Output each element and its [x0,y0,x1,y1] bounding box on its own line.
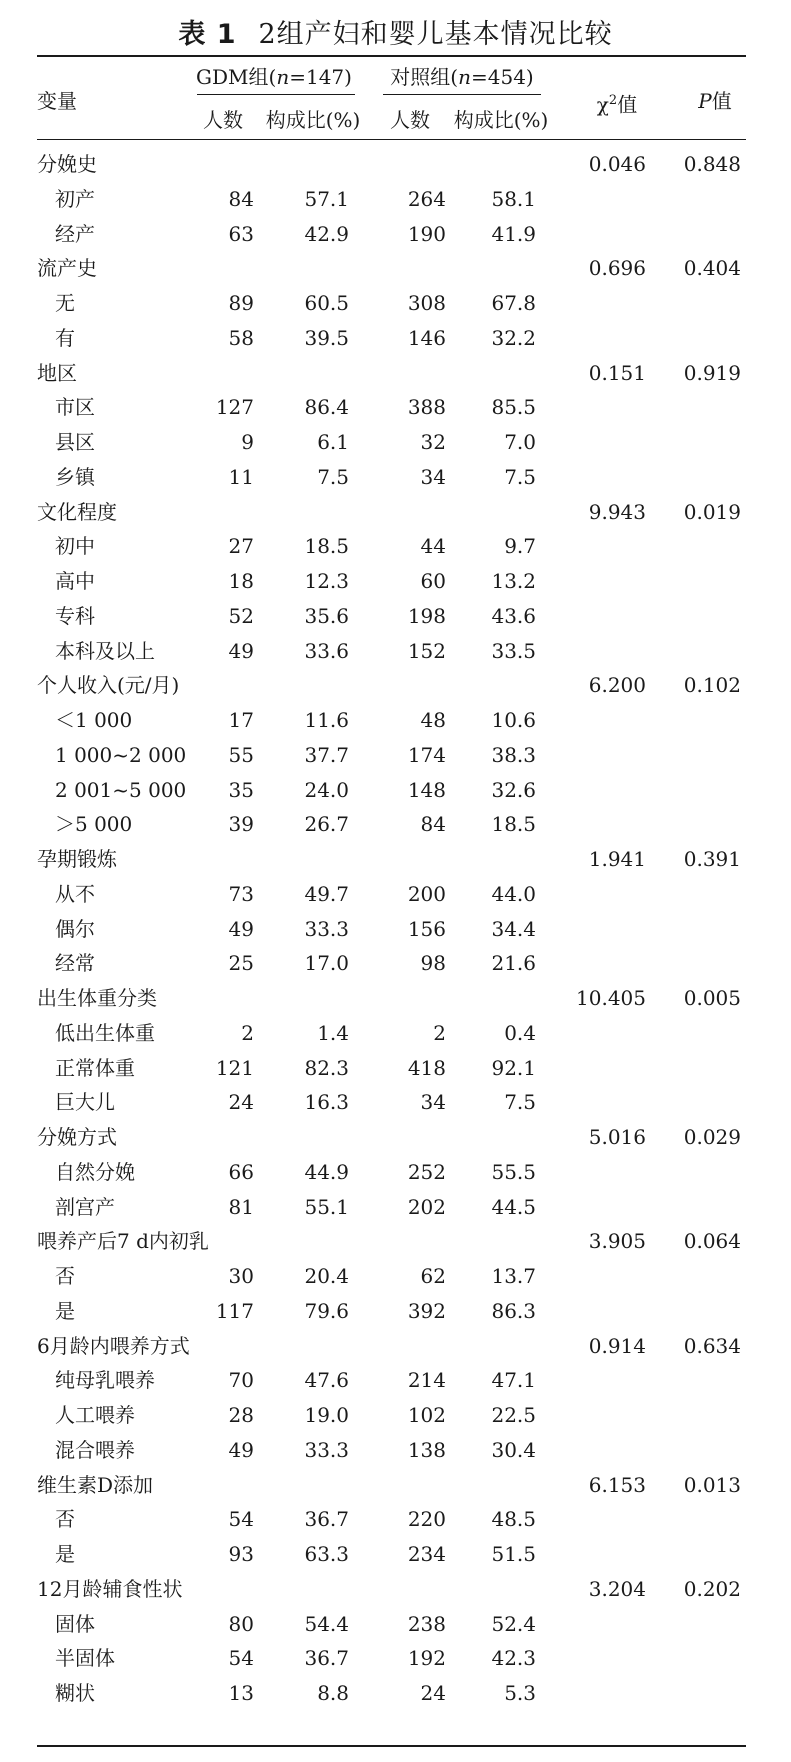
cell-gdm-ratio: 6.1 [317,430,349,454]
cell-label: 从不 [55,881,95,906]
cell-label: 1 000~2 000 [55,742,187,767]
cell-chi-square: 1.941 [588,847,646,871]
table-row-category [0,634,791,669]
cell-ctrl-ratio: 55.5 [491,1159,536,1184]
cell-label: 个人收入(元/月) [37,673,180,698]
cell-gdm-count: 49 [228,916,254,941]
cell-ctrl-ratio: 44.0 [491,881,536,906]
cell-label: 有 [55,325,75,350]
cell-ctrl-ratio: 7.5 [504,1090,536,1115]
cell-gdm-count: 117 [215,1298,254,1323]
cell-gdm-ratio: 33.3 [304,916,349,941]
cell-gdm-ratio: 19.0 [304,1403,349,1427]
cell-gdm-ratio: 86.4 [304,395,349,420]
control-spanner-rule [383,94,541,95]
table-row-category [0,877,791,912]
table-row-category [0,1155,791,1190]
cell-gdm-ratio: 60.5 [304,291,349,315]
cell-gdm-count: 9 [241,430,254,454]
cell-gdm-count: 49 [228,1437,254,1462]
cell-ctrl-count: 98 [420,951,446,976]
cell-gdm-ratio: 55.1 [304,1194,349,1219]
cell-ctrl-ratio: 47.1 [491,1368,536,1393]
cell-gdm-ratio: 42.9 [304,221,349,246]
cell-p-value: 0.005 [683,986,741,1010]
table-row-category [0,1641,791,1676]
cell-gdm-count: 17 [228,708,254,732]
header-gdm-group [196,65,352,89]
cell-label: 无 [55,291,75,315]
cell-gdm-ratio: 37.7 [304,742,349,767]
gdm-n-var: n [276,65,290,89]
cell-ctrl-ratio: 48.5 [491,1507,536,1532]
cell-chi-square: 10.405 [576,986,646,1010]
table-row-category [0,460,791,495]
cell-ctrl-ratio: 85.5 [491,395,536,420]
ctrl-n-value: =454) [470,65,534,89]
cell-ctrl-ratio: 33.5 [491,638,536,663]
table-row-category [0,286,791,321]
table-row-category [0,564,791,599]
cell-ctrl-ratio: 21.6 [491,951,536,976]
cell-ctrl-count: 308 [407,291,446,315]
table-row-category [0,217,791,252]
cell-gdm-ratio: 36.7 [304,1646,349,1671]
cell-p-value: 0.404 [683,256,741,281]
cell-ctrl-ratio: 41.9 [491,221,536,246]
cell-label: 孕期锻炼 [37,847,117,871]
table-row-category [0,703,791,738]
table-row-category [0,182,791,217]
cell-label: 分娩方式 [37,1125,117,1149]
cell-p-value: 0.848 [683,152,741,176]
cell-gdm-count: 54 [228,1646,254,1671]
cell-gdm-count: 63 [228,221,254,246]
cell-label: 初产 [55,186,95,211]
cell-label: 巨大儿 [55,1090,115,1115]
cell-ctrl-ratio: 13.2 [491,569,536,593]
cell-ctrl-count: 148 [407,777,446,802]
gdm-n-value: =147) [289,65,352,89]
cell-label: 12月龄辅食性状 [37,1576,183,1601]
cell-gdm-count: 25 [228,951,254,976]
table-row-category [0,912,791,947]
cell-ctrl-count: 34 [420,464,446,489]
cell-gdm-ratio: 54.4 [304,1611,349,1636]
cell-gdm-count: 80 [228,1611,254,1636]
cell-label: 出生体重分类 [37,986,157,1010]
cell-gdm-ratio: 18.5 [304,534,349,559]
table-row-variable [0,1468,791,1503]
cell-p-value: 0.029 [683,1125,741,1149]
cell-label: 文化程度 [37,499,117,524]
table-row-variable [0,1572,791,1607]
table-row-category [0,1294,791,1329]
cell-gdm-ratio: 79.6 [304,1298,349,1323]
cell-ctrl-ratio: 42.3 [491,1646,536,1671]
cell-gdm-ratio: 7.5 [317,464,349,489]
cell-ctrl-count: 24 [420,1681,446,1705]
cell-ctrl-ratio: 43.6 [491,603,536,628]
cell-chi-square: 0.696 [588,256,646,281]
cell-label: 低出生体重 [55,1020,155,1045]
table-row-category [0,1363,791,1398]
cell-gdm-ratio: 44.9 [304,1159,349,1184]
cell-ctrl-ratio: 30.4 [491,1437,536,1462]
table-row-category [0,599,791,634]
cell-label: 糊状 [55,1681,95,1705]
table-row-category [0,1676,791,1711]
cell-gdm-ratio: 26.7 [304,812,349,837]
cell-ctrl-count: 252 [407,1159,446,1184]
cell-ctrl-ratio: 0.4 [504,1020,536,1045]
cell-gdm-count: 89 [228,291,254,315]
table-row-category [0,1051,791,1086]
table-row-category [0,1607,791,1642]
table-row-category [0,390,791,425]
cell-ctrl-ratio: 22.5 [491,1403,536,1427]
cell-label: 地区 [37,360,77,385]
cell-ctrl-count: 388 [407,395,446,420]
cell-p-value: 0.013 [683,1472,741,1497]
cell-label: 自然分娩 [55,1159,135,1184]
header-variable: 变量 [37,89,77,113]
cell-ctrl-count: 62 [420,1264,446,1288]
cell-ctrl-ratio: 34.4 [491,916,536,941]
cell-ctrl-count: 156 [407,916,446,941]
cell-label: 维生素D添加 [37,1472,154,1497]
cell-gdm-count: 84 [228,186,254,211]
cell-p-value: 0.102 [683,673,741,698]
table-row-category [0,1433,791,1468]
cell-ctrl-count: 202 [407,1194,446,1219]
table-row-category [0,1398,791,1433]
table-row-category [0,1259,791,1294]
table-row-category [0,738,791,773]
table-row-variable [0,668,791,703]
cell-ctrl-count: 152 [407,638,446,663]
cell-ctrl-count: 190 [407,221,446,246]
cell-ctrl-count: 60 [420,569,446,593]
cell-gdm-count: 121 [215,1055,254,1080]
cell-gdm-count: 11 [228,464,254,489]
cell-ctrl-count: 34 [420,1090,446,1115]
cell-label: 2 001~5 000 [55,777,187,802]
table-row-category [0,1190,791,1225]
cell-label: 人工喂养 [55,1403,135,1427]
cell-gdm-ratio: 33.6 [304,638,349,663]
cell-ctrl-ratio: 44.5 [491,1194,536,1219]
table-row-category [0,1085,791,1120]
cell-gdm-count: 27 [228,534,254,559]
cell-gdm-ratio: 36.7 [304,1507,349,1532]
cell-label: 市区 [55,395,95,420]
cell-gdm-ratio: 12.3 [304,569,349,593]
cell-p-value: 0.064 [683,1229,741,1254]
cell-label: 是 [55,1542,75,1566]
cell-label: 偶尔 [55,916,95,941]
cell-gdm-ratio: 16.3 [304,1090,349,1115]
cell-chi-square: 6.153 [588,1472,646,1497]
cell-label: 混合喂养 [55,1437,135,1462]
cell-ctrl-count: 2 [433,1020,446,1045]
cell-gdm-ratio: 20.4 [304,1264,349,1288]
cell-ctrl-ratio: 51.5 [491,1542,536,1566]
cell-chi-square: 9.943 [588,499,646,524]
cell-gdm-count: 93 [228,1542,254,1566]
cell-label: 本科及以上 [55,638,155,663]
cell-gdm-ratio: 57.1 [304,186,349,211]
cell-chi-square: 0.914 [588,1333,646,1358]
cell-label: 否 [55,1507,75,1532]
cell-chi-square: 3.905 [588,1229,646,1254]
cell-ctrl-ratio: 52.4 [491,1611,536,1636]
cell-ctrl-ratio: 86.3 [491,1298,536,1323]
cell-label: 流产史 [37,256,97,281]
header-gdm-count: 人数 [203,108,243,132]
cell-label: 是 [55,1298,75,1323]
cell-ctrl-count: 214 [407,1368,446,1393]
gdm-spanner-rule [197,94,355,95]
cell-label: ＞5 000 [55,812,133,837]
cell-ctrl-ratio: 10.6 [491,708,536,732]
cell-ctrl-count: 238 [407,1611,446,1636]
bottom-rule [37,1745,746,1747]
top-rule [37,55,746,57]
cell-gdm-count: 39 [228,812,254,837]
cell-label: 高中 [55,569,95,593]
table-row-variable [0,1120,791,1155]
cell-chi-square: 0.151 [588,360,646,385]
cell-gdm-count: 70 [228,1368,254,1393]
cell-label: 否 [55,1264,75,1288]
cell-ctrl-ratio: 67.8 [491,291,536,315]
cell-label: 经常 [55,951,95,976]
cell-ctrl-ratio: 13.7 [491,1264,536,1288]
table-row-variable [0,356,791,391]
cell-label: 剖宫产 [55,1194,115,1219]
table-row-variable [0,842,791,877]
cell-gdm-ratio: 35.6 [304,603,349,628]
cell-label: 专科 [55,603,95,628]
table-row-variable [0,495,791,530]
cell-p-value: 0.391 [683,847,741,871]
cell-gdm-ratio: 82.3 [304,1055,349,1080]
cell-ctrl-count: 192 [407,1646,446,1671]
cell-p-value: 0.919 [683,360,741,385]
cell-gdm-ratio: 17.0 [304,951,349,976]
table-row-category [0,529,791,564]
cell-gdm-count: 66 [228,1159,254,1184]
cell-ctrl-count: 264 [407,186,446,211]
cell-ctrl-ratio: 7.0 [504,430,536,454]
cell-gdm-count: 30 [228,1264,254,1288]
cell-ctrl-ratio: 32.6 [491,777,536,802]
table-row-category [0,321,791,356]
cell-ctrl-ratio: 18.5 [491,812,536,837]
ctrl-n-var: n [458,65,471,89]
header-chi-square: $\chi^2$值 [596,92,638,117]
cell-gdm-count: 73 [228,881,254,906]
cell-label: 纯母乳喂养 [55,1368,155,1393]
cell-gdm-ratio: 49.7 [304,881,349,906]
cell-label: 6月龄内喂养方式 [37,1333,190,1358]
cell-ctrl-ratio: 58.1 [491,186,536,211]
cell-gdm-ratio: 8.8 [317,1681,349,1705]
table-row-variable [0,251,791,286]
header-ctrl-count: 人数 [390,108,430,132]
gdm-group-name: GDM组( [196,65,277,89]
cell-gdm-ratio: 63.3 [304,1542,349,1566]
cell-ctrl-count: 234 [407,1542,446,1566]
ctrl-group-name: 对照组( [390,65,459,89]
cell-gdm-count: 127 [215,395,254,420]
cell-gdm-count: 55 [228,742,254,767]
table-row-variable [0,1224,791,1259]
cell-label: 半固体 [55,1646,115,1671]
table-row-category [0,807,791,842]
cell-gdm-count: 54 [228,1507,254,1532]
cell-gdm-count: 58 [228,325,254,350]
cell-ctrl-count: 200 [407,881,446,906]
cell-gdm-ratio: 47.6 [304,1368,349,1393]
cell-p-value: 0.202 [683,1576,741,1601]
header-p-value: P值 [698,89,732,113]
cell-label: 经产 [55,221,95,246]
table-row-category [0,1537,791,1572]
cell-ctrl-count: 198 [407,603,446,628]
cell-gdm-count: 18 [228,569,254,593]
cell-chi-square: 3.204 [588,1576,646,1601]
cell-ctrl-count: 418 [407,1055,446,1080]
cell-ctrl-count: 220 [407,1507,446,1532]
table-row-variable [0,147,791,182]
header-control-group [390,65,533,89]
cell-gdm-count: 35 [228,777,254,802]
table-caption: 2组产妇和婴儿基本情况比较 [258,19,613,50]
cell-chi-square: 5.016 [588,1125,646,1149]
cell-gdm-count: 2 [241,1020,254,1045]
table-number: 表 1 [178,19,237,50]
cell-label: 正常体重 [55,1055,135,1080]
cell-ctrl-ratio: 32.2 [491,325,536,350]
cell-ctrl-count: 138 [407,1437,446,1462]
cell-p-value: 0.634 [683,1333,741,1358]
cell-ctrl-ratio: 5.3 [504,1681,536,1705]
cell-gdm-count: 49 [228,638,254,663]
cell-gdm-count: 81 [228,1194,254,1219]
table-row-category [0,773,791,808]
cell-ctrl-ratio: 7.5 [504,464,536,489]
cell-ctrl-count: 102 [407,1403,446,1427]
cell-label: 固体 [55,1611,95,1636]
cell-p-value: 0.019 [683,499,741,524]
cell-gdm-count: 28 [228,1403,254,1427]
header-gdm-ratio: 构成比(%) [265,108,361,132]
cell-gdm-count: 24 [228,1090,254,1115]
cell-label: 分娩史 [37,152,97,176]
cell-label: 县区 [55,430,95,454]
cell-gdm-ratio: 1.4 [317,1020,349,1045]
header-ctrl-ratio: 构成比(%) [453,108,549,132]
cell-chi-square: 0.046 [588,152,646,176]
cell-ctrl-ratio: 38.3 [491,742,536,767]
table-row-category [0,1016,791,1051]
table-row-variable [0,1329,791,1364]
cell-ctrl-count: 44 [420,534,446,559]
cell-chi-square: 6.200 [588,673,646,698]
cell-gdm-ratio: 39.5 [304,325,349,350]
cell-ctrl-count: 48 [420,708,446,732]
cell-gdm-count: 13 [228,1681,254,1705]
cell-ctrl-ratio: 92.1 [491,1055,536,1080]
table-title [0,12,791,51]
cell-label: 喂养产后7 d内初乳 [37,1229,209,1254]
cell-label: ＜1 000 [55,708,133,732]
cell-gdm-count: 52 [228,603,254,628]
table-row-category [0,1502,791,1537]
cell-label: 乡镇 [55,464,95,489]
table-row-category [0,946,791,981]
cell-ctrl-count: 392 [407,1298,446,1323]
table-row-variable [0,981,791,1016]
cell-ctrl-count: 174 [407,742,446,767]
cell-gdm-ratio: 11.6 [304,708,349,732]
cell-ctrl-count: 32 [420,430,446,454]
cell-ctrl-count: 146 [407,325,446,350]
table-row-category [0,425,791,460]
cell-gdm-ratio: 24.0 [304,777,349,802]
header-rule [37,139,746,140]
cell-ctrl-ratio: 9.7 [504,534,536,559]
cell-gdm-ratio: 33.3 [304,1437,349,1462]
cell-ctrl-count: 84 [420,812,446,837]
cell-label: 初中 [55,534,95,559]
